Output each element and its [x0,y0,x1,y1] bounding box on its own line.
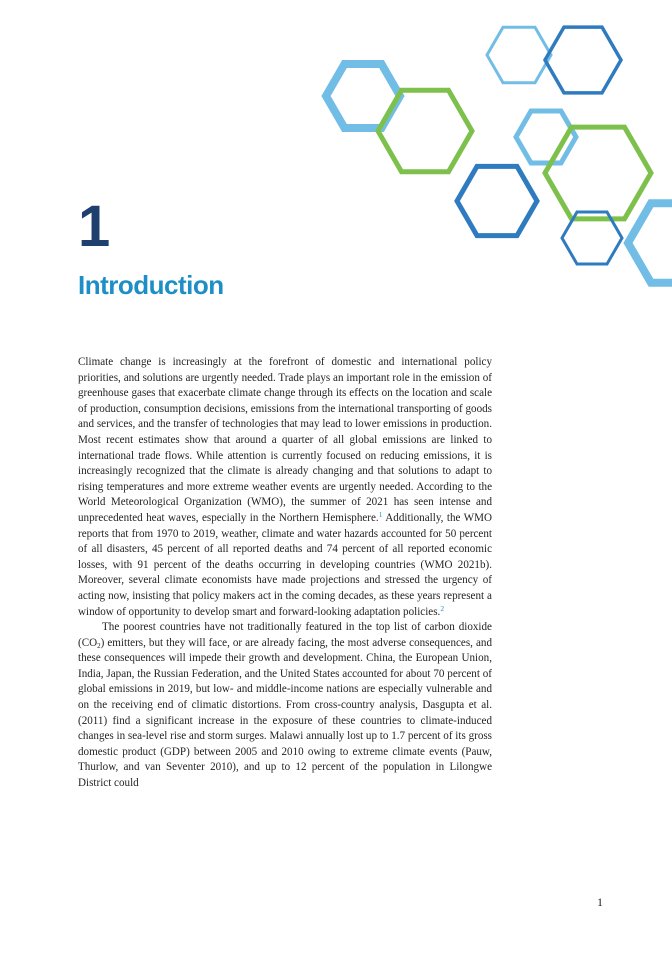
co2-subscript: 2 [97,641,101,650]
paragraph-2 [78,620,492,792]
hexagon-light-blue-edge [628,203,672,283]
chapter-title: Introduction [78,270,224,300]
paragraph-1-part-a: Climate change is increasingly at the forefront of domestic and international policy priorities, and solutions are urgently needed. Trade plays an important role in the emission of greenhouse gases that exacerbate climate change through its effects on the location and scale of production, consumption decisions, emissions from the international transporting of goods and services, and the transfer of technologies that may lead to lower emissions in production. Most recent estimates show that around a quarter of all global emissions are linked to international trade flows. While attention is currently focused on reducing emissions, it is increasingly recognized that the climate is already changing and that solutions to adapt to rising temperatures and more extreme weather events are urgently needed. According to the World Meteorological Organization (WMO), the summer of 2021 has seen intense and unprecedented heat waves, especially in the Northern Hemisphere. [78,356,492,524]
hexagon-dark-blue [545,27,621,93]
footnote-ref-2[interactable]: 2 [440,603,445,613]
hexagon-dark-blue-large [457,166,537,235]
paragraph-2-part-b: ) emitters, but they will face, or are already facing, the most adverse consequences, and these consequences will impede their growth and development. China, the European Union, India, Japan, the Russian Federation, and the United States accounted for about 70 percent of global emissions in 2019, but low- and middle-income nations are especially vulnerable and on the receiving end of climatic distortions. From cross-country analysis, Dasgupta et al. (2011) find a significant increase in the exposure of these countries to climate-induced changes in sea-level rise and storm surges. Malawi annually lost up to 1.7 percent of its gross domestic product (GDP) between 2005 and 2010 owing to extreme climate events (Pauw, Thurlow, and van Seventer 2010), and up to 12 percent of the population in Lilongwe District could [78,636,492,790]
chapter-number: 1 [78,194,110,259]
hexagon-light-blue-small [487,27,551,82]
paragraph-1 [78,355,492,620]
page-number: 1 [597,895,603,909]
hexagon-green-large [545,127,651,219]
hexagon-green [378,90,472,171]
paragraph-1-part-b: Additionally, the WMO reports that from 1970 to 2019, weather, climate and water hazards accounted for 50 percent of all disasters, 45 percent of all reported deaths and 74 percent of all reported economic losses, with 91 percent of the deaths occurring in developing countries (WMO 2021b). Moreover, several climate economists have made projections and stressed the urgency of acting now, insisting that policy makers act in the coming decades, as these years represent a window of opportunity to develop smart and forward-looking adaptation policies. [78,511,492,618]
footnote-ref-1[interactable]: 1 [378,509,383,519]
paragraph-2-part-a: The poorest countries have not traditionally featured in the top list of carbon dioxide (CO [78,621,492,649]
hexagon-light-blue [326,64,400,128]
body-text [78,355,492,792]
